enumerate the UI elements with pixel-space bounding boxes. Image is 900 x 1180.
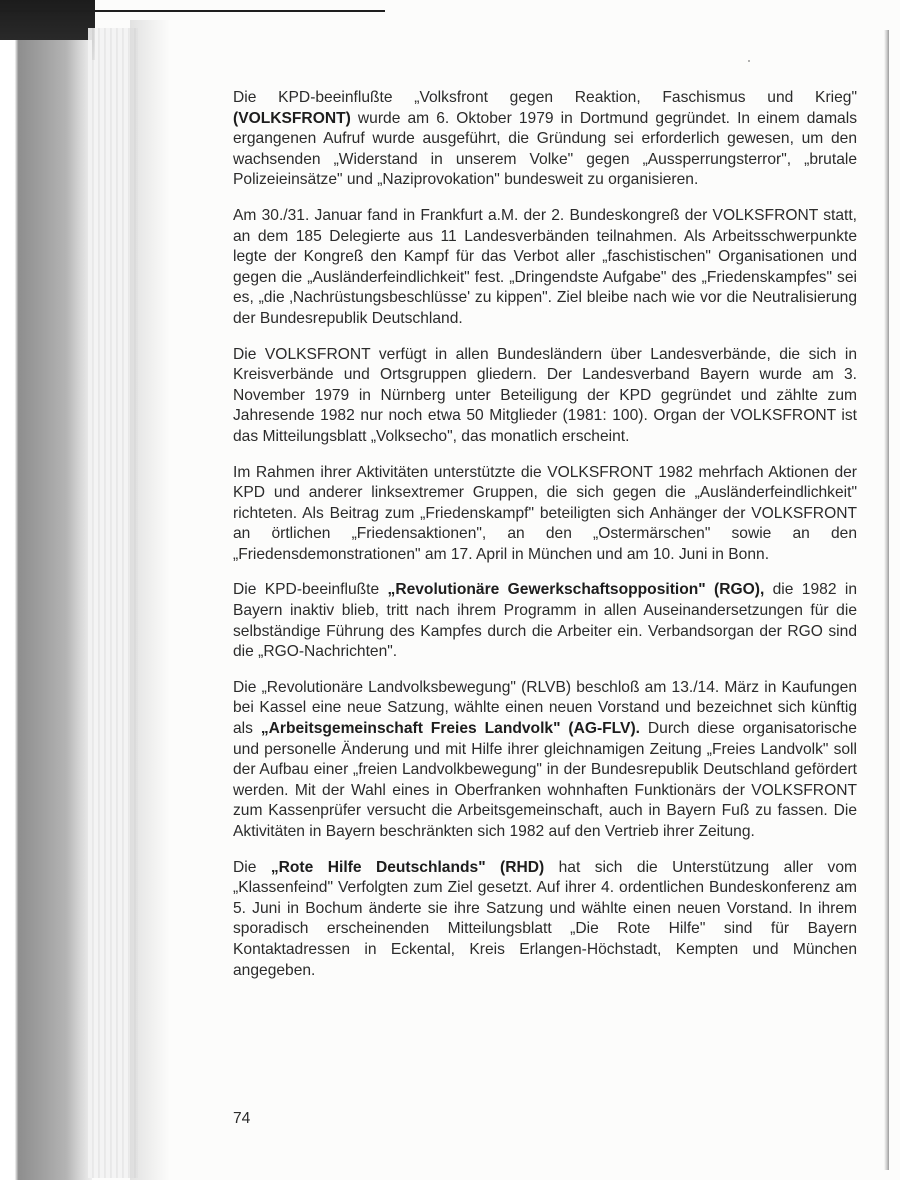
book-gutter-shadow: [0, 40, 92, 1180]
scan-speck: [748, 60, 750, 62]
organization-name: „Revolutionäre Gewerkschaftsopposition" (RGO),: [387, 581, 765, 599]
paragraph-text: Die KPD-beeinflußte „Volksfront gegen Reaktion, Faschismus und Krieg": [233, 89, 857, 106]
paragraph-text: die 1982 in Bayern inaktiv blieb, tritt nach ihrem Programm in allen Auseinandersetzungen für die selbständige Führung des Kampfes durch die Arbeiter ein. Verbandsorgan der RGO sind die „RGO-Nachrichten".: [233, 581, 857, 661]
paragraph-volksfront-founding: [233, 88, 857, 191]
paragraph-rgo: [233, 580, 857, 662]
page-number: 74: [233, 1110, 251, 1127]
scan-top-edge-line: [0, 10, 385, 12]
paragraph-text: Die: [233, 858, 271, 876]
organization-name: „Arbeitsgemeinschaft Freies Landvolk" (AG-FLV).: [260, 720, 640, 738]
paragraph-text: Die „Revolutionäre Landvolksbewegung" (RLVB) beschloß am 13./14. März in Kaufungen bei Kassel eine neue Satzung, wählte einen neuen Vorstand und bezeichnet sich künftig als: [233, 678, 857, 738]
paragraph-text: Die KPD-beeinflußte: [233, 581, 388, 599]
document-body: [233, 88, 857, 996]
page-right-edge: [884, 30, 889, 1170]
paragraph-rhd: [233, 858, 857, 982]
paragraph-aktivitaeten: [233, 463, 857, 566]
paragraph-text: Durch diese organisatorische und personelle Änderung und mit Hilfe ihrer gleichnamigen Zeitung „Freies Landvolk" soll der Aufbau einer „freien Landvolkbewegung" in der Bundesrepublik Deutschland gefördert werden. Mit der Wahl eines in Oberfranken wohnhaften Funktionärs der VOLKSFRONT zum Kassenprüfer versucht die Arbeitsgemeinschaft, auch in Bayern Fuß zu fassen. Die Aktivitäten in Bayern beschränkten sich 1982 auf den Vertrieb ihrer Zeitung.: [233, 720, 857, 840]
paragraph-text: Im Rahmen ihrer Aktivitäten unterstützte die VOLKSFRONT 1982 mehrfach Aktionen der KPD und anderer linksextremer Gruppen, die sich gegen die „Ausländerfeindlichkeit" richteten. Als Beitrag zum „Friedenskampf" beteiligten sich Anhänger der VOLKSFRONT an örtlichen „Friedensaktionen", an den „Ostermärschen" sowie an den „Friedensdemonstrationen" am 17. April in München und am 10. Juni in Bonn.: [233, 463, 857, 563]
page-stack-shadow: [130, 20, 170, 1180]
organization-name: (VOLKSFRONT): [233, 109, 351, 127]
paragraph-text: hat sich die Unterstützung aller vom „Klassenfeind" Verfolgten zum Ziel gesetzt. Auf ihrer 4. ordentlichen Bundeskonferenz am 5. Juni in Bochum änderte sie ihre Satzung und wählte einen neuen Vorstand. In ihrem sporadisch erscheinenden Mitteilungsblatt „Die Rote Hilfe" sind für Bayern Kontaktadressen in Eckental, Kreis Erlangen-Höchstadt, Kempten und München angegeben.: [233, 858, 858, 979]
paragraph-ag-flv: [233, 678, 857, 843]
paragraph-text: Am 30./31. Januar fand in Frankfurt a.M. der 2. Bundeskongreß der VOLKSFRONT statt, an dem 185 Delegierte aus 11 Landesverbänden teilnahmen. Als Arbeitsschwerpunkte legte der Kongreß den Kampf für das Verbot aller „faschistischen" Organisationen und gegen die „Ausländerfeindlichkeit" fest. „Dringendste Aufgabe" des „Friedenskampfes" sei es, „die ‚Nachrüstungsbeschlüsse' zu kippen". Ziel bleibe nach wie vor die Neutralisierung der Bundesrepublik Deutschland.: [233, 206, 857, 327]
paragraph-text: Die VOLKSFRONT verfügt in allen Bundesländern über Landesverbände, die sich in Kreisverbände und Ortsgruppen gliedern. Der Landesverband Bayern wurde am 3. November 1979 in Nürnberg unter Beteiligung der KPD gegründet und zählte zum Jahresende 1982 nur noch etwa 50 Mitglieder (1981: 100). Organ der VOLKSFRONT ist das Mitteilungsblatt „Volksecho", das monatlich erscheint.: [233, 345, 857, 445]
organization-name: „Rote Hilfe Deutschlands" (RHD): [270, 858, 545, 876]
paragraph-text: wurde am 6. Oktober 1979 in Dortmund gegründet. In einem damals ergangenen Aufruf wurde ausgeführt, die Gründung sei erforderlich gewesen, um den wachsenden „Widerstand in unserem Volke" gegen „Aussperrungsterror", „brutale Polizeieinsätze" und „Naziprovokation" bundesweit zu organisieren.: [233, 109, 857, 189]
paragraph-landesverbaende: [233, 345, 857, 448]
paragraph-bundeskongress: [233, 206, 857, 330]
